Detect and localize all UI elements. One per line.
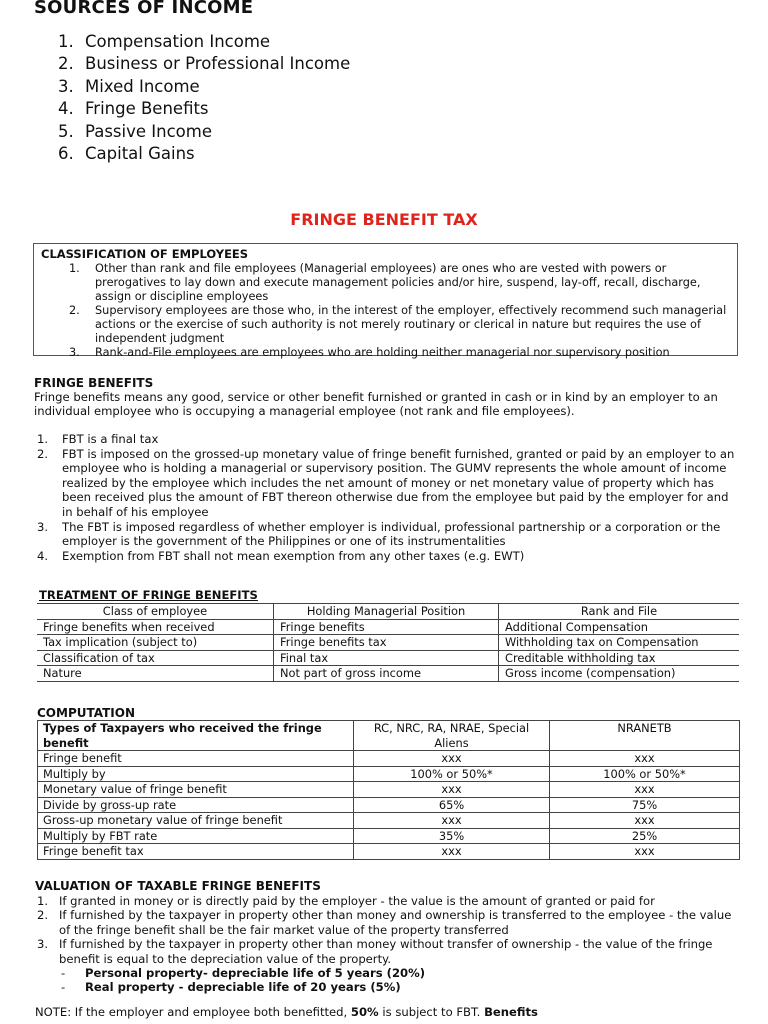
dash-bullet: - [61, 966, 66, 981]
table-cell: Fringe benefits when received [37, 619, 274, 635]
table-cell: Divide by gross-up rate [38, 797, 354, 813]
table-cell: xxx [550, 813, 740, 829]
table-row [38, 782, 740, 798]
table-cell: Nature [37, 666, 274, 682]
table-cell: Creditable withholding tax [499, 650, 740, 666]
table-row [37, 650, 739, 666]
table-cell: Not part of gross income [274, 666, 499, 682]
table-row [37, 666, 739, 682]
table-cell: 35% [354, 828, 550, 844]
list-item: 2. Business or Professional Income [58, 54, 351, 74]
table-header-cell: Types of Taxpayers who received the fringe benefit [38, 721, 354, 751]
table-cell: Tax implication (subject to) [37, 635, 274, 651]
table-header-cell: Holding Managerial Position [274, 604, 499, 620]
table-row [38, 797, 740, 813]
list-item: 1. Compensation Income [58, 32, 271, 51]
table-cell: Withholding tax on Compensation [499, 635, 740, 651]
table-header-row [38, 721, 740, 751]
list-item: 1. If granted in money or is directly paid by the employer - the value is the amount of granted or paid for [37, 894, 655, 908]
table-cell: 25% [550, 828, 740, 844]
table-row [38, 766, 740, 782]
list-item: 3. Rank-and-File employees are employees who are holding neither managerial nor supervisory position [69, 346, 670, 359]
table-cell: 65% [354, 797, 550, 813]
list-item: 3. The FBT is imposed regardless of whether employer is individual, professional partnership or a corporation or the employer is the government of the Philippines or one of its instrumentalities [37, 519, 721, 549]
table-cell: 75% [550, 797, 740, 813]
sources-list [58, 31, 350, 165]
table-cell: xxx [550, 844, 740, 860]
valuation-sub-list [59, 966, 742, 995]
classification-title: CLASSIFICATION OF EMPLOYEES [41, 247, 249, 261]
table-cell: 100% or 50%* [550, 766, 740, 782]
table-cell: xxx [354, 782, 550, 798]
sources-title: SOURCES OF INCOME [34, 0, 254, 18]
list-item: 2. FBT is imposed on the grossed-up monetary value of fringe benefit furnished, granted or paid by an employer to an employee who is holding a managerial or supervisory position. The GUMV represents the whole amount of income realized by the employee which includes the net amount of money or net monetary value of property which has been received plus the amount of FBT thereon otherwise due from the employee but paid by the employer for and in behalf of his employee [37, 446, 735, 519]
table-cell: Classification of tax [37, 650, 274, 666]
table-row [38, 751, 740, 767]
list-item: 2. If furnished by the taxpayer in property other than money and ownership is transferred to the employee - the value of the fringe benefit shall be the fair market value of the property transferred [37, 908, 732, 937]
list-item: 1. FBT is a final tax [37, 432, 159, 446]
computation-title: COMPUTATION [37, 706, 135, 720]
dash-bullet: - [61, 980, 66, 995]
classification-box [33, 243, 738, 359]
table-cell: 100% or 50%* [354, 766, 550, 782]
valuation-title: VALUATION OF TAXABLE FRINGE BENEFITS [35, 879, 321, 893]
table-cell: Additional Compensation [499, 619, 740, 635]
list-item: 4. Exemption from FBT shall not mean exemption from any other taxes (e.g. EWT) [37, 548, 525, 563]
list-item: 1. Other than rank and file employees (Managerial employees) are ones who are vested with powers or prerogatives to lay down and execute management policies and/or hire, suspend, lay-off, recall, discharge, assign or discipline employees [69, 262, 701, 303]
treatment-title: TREATMENT OF FRINGE BENEFITS [39, 588, 258, 602]
fringe-benefits-title: FRINGE BENEFITS [34, 376, 154, 390]
fbt-title: FRINGE BENEFIT TAX [290, 210, 478, 229]
table-header-cell: Class of employee [37, 604, 274, 620]
list-item: 4. Fringe Benefits [58, 99, 209, 119]
table-cell: Fringe benefits tax [274, 635, 499, 651]
list-item: 2. Supervisory employees are those who, in the interest of the employer, effectively recommend such managerial actions or the exercise of such authority is not merely routinary or clerical in nature but requires the use of independent judgment [69, 304, 727, 345]
computation-table [37, 720, 740, 860]
table-header-cell: NRANETB [550, 721, 740, 751]
list-item: 5. Passive Income [58, 121, 212, 141]
table-row [37, 635, 739, 651]
list-item: 3. If furnished by the taxpayer in property other than money without transfer of ownership - the value of the fringe benefit is equal to the depreciation value of the property. - Personal property- depreciable life of 5 years (20%) - Real property - depreciable life of 20 years (5%) [37, 937, 742, 995]
table-header-cell: Rank and File [499, 604, 740, 620]
table-cell: xxx [354, 813, 550, 829]
list-item: 3. Mixed Income [58, 76, 200, 96]
table-header-cell: RC, NRC, RA, NRAE, Special Aliens [354, 721, 550, 751]
table-cell: Monetary value of fringe benefit [38, 782, 354, 798]
note: NOTE: If the employer and employee both benefitted, 50% is subject to FBT. Benefits [35, 1005, 538, 1019]
list-item: - Real property - depreciable life of 20 years (5%) [61, 980, 401, 995]
table-row [37, 619, 739, 635]
table-row [38, 844, 740, 860]
table-cell: xxx [550, 782, 740, 798]
table-cell: xxx [550, 751, 740, 767]
table-cell: Fringe benefits [274, 619, 499, 635]
table-row [38, 813, 740, 829]
valuation-list [37, 894, 742, 995]
fringe-benefits-list [37, 432, 742, 563]
treatment-table [37, 603, 739, 682]
table-header-row [37, 604, 739, 620]
table-cell: Final tax [274, 650, 499, 666]
table-cell: Fringe benefit [38, 751, 354, 767]
table-cell: Multiply by FBT rate [38, 828, 354, 844]
table-cell: xxx [354, 751, 550, 767]
list-item: 6. Capital Gains [58, 143, 195, 163]
table-cell: Gross-up monetary value of fringe benefit [38, 813, 354, 829]
table-cell: Multiply by [38, 766, 354, 782]
classification-list [69, 262, 734, 360]
table-cell: xxx [354, 844, 550, 860]
table-cell: Fringe benefit tax [38, 844, 354, 860]
table-cell: Gross income (compensation) [499, 666, 740, 682]
table-row [38, 828, 740, 844]
fringe-benefits-definition: Fringe benefits means any good, service or other benefit furnished or granted in cash or in kind by an employer to an individual employee who is occupying a managerial employee (not rank and file employees). [34, 390, 718, 419]
list-item: - Personal property- depreciable life of 5 years (20%) [61, 966, 426, 981]
